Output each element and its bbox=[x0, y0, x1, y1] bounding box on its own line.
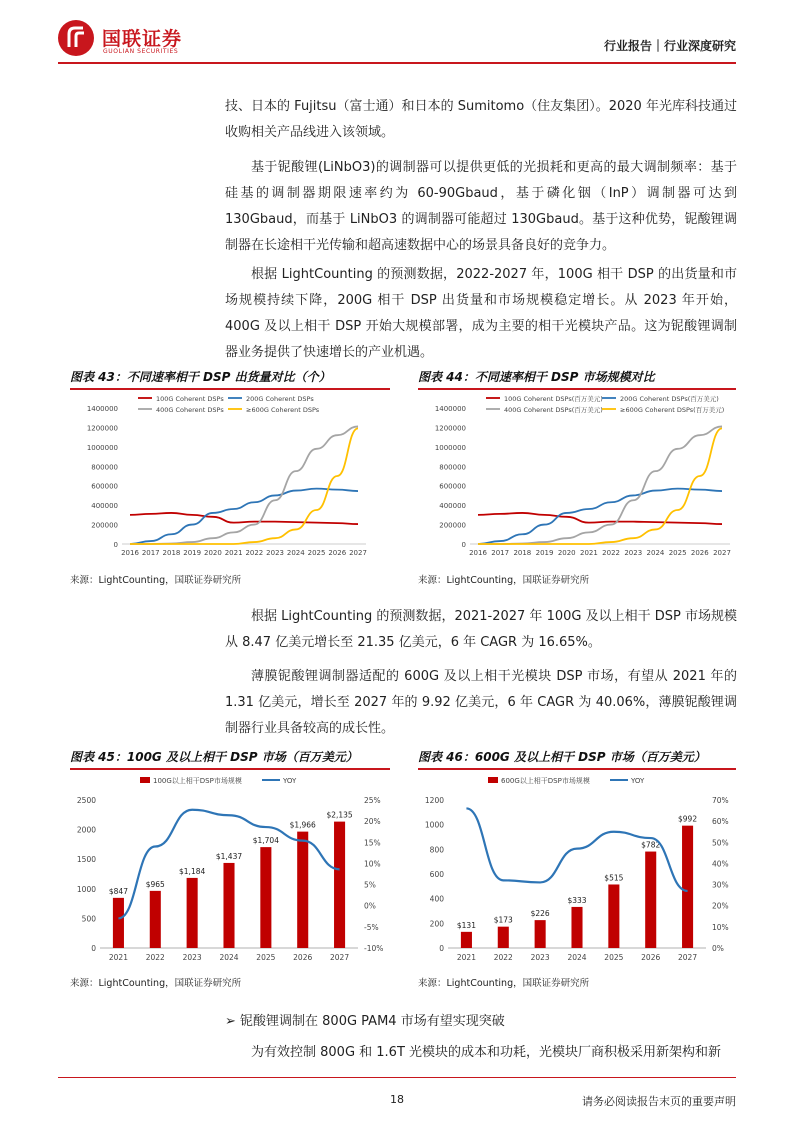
bar-data-label: $965 bbox=[145, 879, 165, 889]
legend-label: 400G Coherent DSPs bbox=[156, 406, 224, 414]
x-tick-label: 2019 bbox=[183, 549, 202, 557]
x-tick-label: 2021 bbox=[456, 953, 476, 962]
y2-tick-label: 0% bbox=[364, 901, 376, 911]
report-type: 行业报告｜行业深度研究 bbox=[603, 39, 736, 53]
y2-tick-label: 70% bbox=[712, 796, 729, 805]
series-line-2 bbox=[478, 426, 722, 544]
bar bbox=[535, 920, 546, 948]
x-tick-label: 2020 bbox=[557, 549, 576, 557]
legend-label: YOY bbox=[631, 777, 645, 785]
x-tick-label: 2018 bbox=[513, 549, 532, 557]
x-tick-label: 2018 bbox=[162, 549, 181, 557]
paragraph-5: 薄膜铌酸锂调制器适配的 600G 及以上相干光模块 DSP 市场，有望从 2021 年的 1.31 亿美元，增长至 2027 年的 9.92 亿美元，6 年 CAGR 为 40.06%，薄膜铌酸锂调制器行业具备较高的成长性。 bbox=[225, 669, 737, 736]
series-line-2 bbox=[130, 426, 358, 544]
y-tick-label: 1200 bbox=[424, 796, 444, 805]
y-tick-label: 1000 bbox=[424, 820, 444, 830]
x-tick-label: 2016 bbox=[121, 549, 139, 557]
x-tick-label: 2022 bbox=[245, 549, 264, 557]
figure-44-source: 来源：LightCounting，国联证券研究所 bbox=[418, 575, 590, 586]
bar bbox=[297, 832, 308, 948]
logo-text-en: GUOLIAN SECURITIES bbox=[103, 48, 179, 55]
bar bbox=[260, 847, 271, 948]
figure-43-source: 来源：LightCounting，国联证券研究所 bbox=[70, 575, 242, 586]
chart-46 bbox=[414, 772, 738, 968]
bar-data-label: $1,437 bbox=[215, 851, 243, 861]
chart-43 bbox=[66, 392, 372, 562]
x-tick-label: 2023 bbox=[182, 953, 202, 962]
figure-43-title: 图表 43：不同速率相干 DSP 出货量对比（个） bbox=[70, 368, 390, 390]
x-tick-label: 2027 bbox=[713, 549, 731, 557]
bar-data-label: $131 bbox=[456, 920, 476, 930]
bar-data-label: $2,135 bbox=[326, 810, 353, 820]
x-tick-label: 2020 bbox=[203, 549, 222, 557]
y-tick-label: 0 bbox=[91, 944, 96, 953]
x-tick-label: 2022 bbox=[602, 549, 621, 557]
bar-data-label: $333 bbox=[567, 895, 587, 905]
legend-label: 600G以上相干DSP市场规模 bbox=[501, 777, 590, 785]
series-line-1 bbox=[478, 489, 722, 544]
y2-tick-label: 10% bbox=[364, 859, 381, 869]
paragraph-4: 根据 LightCounting 的预测数据，2021-2027 年 100G 及以上相干 DSP 市场规模从 8.47 亿美元增长至 21.35 亿美元，6 年 CAGR 为 16.65%。 bbox=[225, 609, 737, 650]
legend-label: 100G以上相干DSP市场规模 bbox=[153, 777, 242, 785]
y2-tick-label: 10% bbox=[712, 922, 729, 932]
x-tick-label: 2026 bbox=[293, 953, 313, 962]
x-tick-label: 2021 bbox=[579, 549, 598, 557]
y-tick-label: 400000 bbox=[91, 502, 118, 511]
x-tick-label: 2022 bbox=[145, 953, 165, 962]
x-tick-label: 2022 bbox=[493, 953, 513, 962]
x-tick-label: 2024 bbox=[567, 953, 587, 962]
y2-tick-label: 25% bbox=[364, 796, 381, 805]
y-tick-label: 0 bbox=[113, 541, 118, 549]
y2-tick-label: -10% bbox=[364, 944, 384, 953]
paragraph-2: 基于铌酸锂(LiNbO3)的调制器可以提供更低的光损耗和更高的最大调制频率：基于硅基的调制器期限速率约为 60-90Gbaud，基于磷化铟（InP）调制器可达到 130Gbaud，而基于 LiNbO3 的调制器可能超过 130Gbaud。基于这种优势，铌酸锂调制器在长途相干光传输和超高速数据中心的场景具备良好的竞争力。 bbox=[225, 160, 737, 253]
series-line-0 bbox=[478, 513, 722, 524]
x-tick-label: 2021 bbox=[224, 549, 243, 557]
bar-data-label: $173 bbox=[493, 915, 513, 925]
legend-label: 200G Coherent DSPs bbox=[246, 395, 314, 403]
footer-divider bbox=[58, 1077, 736, 1078]
bar bbox=[645, 852, 656, 948]
bar-data-label: $1,704 bbox=[252, 836, 279, 846]
y-tick-label: 1200000 bbox=[434, 424, 466, 433]
disclaimer-note: 请务必阅读报告末页的重要声明 bbox=[582, 1095, 736, 1108]
x-tick-label: 2017 bbox=[491, 549, 510, 557]
x-tick-label: 2023 bbox=[624, 549, 643, 557]
paragraph-6: 为有效控制 800G 和 1.6T 光模块的成本和功耗，光模块厂商积极采用新架构和新 bbox=[251, 1045, 722, 1060]
y-tick-label: 400 bbox=[429, 894, 444, 904]
bar bbox=[682, 826, 693, 948]
paragraph-3: 根据 LightCounting 的预测数据，2022-2027 年，100G 相干 DSP 的出货量和市场规模持续下降，200G 相干 DSP 出货量和市场规模稳定增长。从 2023 年开始，400G 及以上相干 DSP 开始大规模部署，成为主要的相干光模块产品。这为铌酸锂调制器业务提供了快速增长的产业机遇。 bbox=[225, 267, 737, 360]
x-tick-label: 2021 bbox=[108, 953, 128, 962]
figure-44-title: 图表 44：不同速率相干 DSP 市场规模对比 bbox=[418, 368, 736, 390]
y-tick-label: 1500 bbox=[76, 855, 96, 865]
x-tick-label: 2025 bbox=[604, 953, 624, 962]
y-tick-label: 200000 bbox=[91, 521, 118, 530]
y-tick-label: 800000 bbox=[91, 463, 118, 472]
y2-tick-label: 15% bbox=[364, 838, 381, 848]
x-tick-label: 2025 bbox=[256, 953, 276, 962]
guolian-logo bbox=[58, 20, 218, 60]
y-tick-label: 1000000 bbox=[86, 443, 118, 452]
bar bbox=[571, 907, 582, 948]
x-tick-label: 2026 bbox=[690, 549, 709, 557]
logo-text-cn: 国联证券 bbox=[102, 28, 183, 50]
y-tick-label: 600000 bbox=[439, 482, 466, 491]
chart-45 bbox=[66, 772, 390, 968]
logo-mark-icon bbox=[58, 20, 94, 56]
figure-45-title: 图表 45：100G 及以上相干 DSP 市场（百万美元） bbox=[70, 748, 390, 770]
y-tick-label: 600 bbox=[429, 870, 444, 879]
series-line-0 bbox=[130, 513, 358, 524]
legend-label: 400G Coherent DSPs(百万美元) bbox=[504, 406, 603, 414]
legend-label: ≥600G Coherent DSPs(百万美元) bbox=[620, 406, 725, 414]
legend-label: 100G Coherent DSPs(百万美元) bbox=[504, 395, 603, 403]
y2-tick-label: 20% bbox=[712, 901, 729, 911]
x-tick-label: 2027 bbox=[678, 953, 698, 962]
bar bbox=[150, 891, 161, 948]
bar bbox=[608, 884, 619, 948]
y-tick-label: 400000 bbox=[439, 502, 466, 511]
bar bbox=[334, 822, 345, 948]
header-divider bbox=[58, 62, 736, 64]
legend-label: 100G Coherent DSPs bbox=[156, 395, 224, 403]
figure-45-source: 来源：LightCounting，国联证券研究所 bbox=[70, 978, 242, 989]
y-tick-label: 1400000 bbox=[86, 405, 118, 413]
x-tick-label: 2017 bbox=[141, 549, 160, 557]
y-tick-label: 1200000 bbox=[86, 424, 118, 433]
y-tick-label: 200 bbox=[429, 919, 444, 929]
bar-data-label: $226 bbox=[530, 909, 550, 919]
bar bbox=[461, 932, 472, 948]
x-tick-label: 2024 bbox=[646, 549, 665, 557]
bar bbox=[498, 927, 509, 948]
y-tick-label: 1000000 bbox=[434, 443, 466, 452]
x-tick-label: 2027 bbox=[349, 549, 367, 557]
bar bbox=[187, 878, 198, 948]
y2-tick-label: 30% bbox=[712, 880, 729, 890]
y-tick-label: 0 bbox=[461, 541, 466, 549]
paragraph-1: 技、日本的 Fujitsu（富士通）和日本的 Sumitomo（住友集团）。2020 年光库科技通过收购相关产品线进入该领域。 bbox=[225, 99, 737, 140]
legend-swatch bbox=[140, 777, 150, 783]
y-tick-label: 600000 bbox=[91, 482, 118, 491]
legend-label: 200G Coherent DSPs(百万美元) bbox=[620, 395, 719, 403]
page-header bbox=[0, 0, 794, 70]
legend-label: ≥600G Coherent DSPs bbox=[246, 406, 320, 414]
bar-data-label: $847 bbox=[108, 886, 128, 896]
y2-tick-label: 40% bbox=[712, 859, 729, 869]
y-tick-label: 0 bbox=[439, 944, 444, 953]
x-tick-label: 2023 bbox=[266, 549, 285, 557]
y2-tick-label: 20% bbox=[364, 817, 381, 827]
x-tick-label: 2019 bbox=[535, 549, 554, 557]
x-tick-label: 2024 bbox=[219, 953, 239, 962]
figure-46-source: 来源：LightCounting，国联证券研究所 bbox=[418, 978, 590, 989]
bar-data-label: $1,966 bbox=[289, 820, 316, 830]
y-tick-label: 200000 bbox=[439, 521, 466, 530]
series-line-1 bbox=[130, 489, 358, 544]
y2-tick-label: 50% bbox=[712, 838, 729, 848]
y2-tick-label: 5% bbox=[364, 880, 376, 890]
y-tick-label: 2000 bbox=[76, 825, 96, 835]
legend-label: YOY bbox=[283, 777, 297, 785]
bar-data-label: $1,184 bbox=[179, 866, 206, 876]
y2-tick-label: -5% bbox=[364, 922, 379, 932]
y-tick-label: 2500 bbox=[76, 796, 96, 805]
x-tick-label: 2026 bbox=[641, 953, 661, 962]
bar-data-label: $992 bbox=[678, 814, 698, 824]
chart-44 bbox=[414, 392, 736, 562]
page-number: 18 bbox=[390, 1093, 404, 1106]
y2-tick-label: 0% bbox=[712, 944, 724, 953]
bar bbox=[223, 863, 234, 948]
y-tick-label: 1400000 bbox=[434, 405, 466, 413]
bar-data-label: $782 bbox=[641, 840, 661, 850]
x-tick-label: 2025 bbox=[307, 549, 326, 557]
legend-swatch bbox=[488, 777, 498, 783]
y2-tick-label: 60% bbox=[712, 817, 729, 827]
x-tick-label: 2027 bbox=[330, 953, 350, 962]
y-tick-label: 1000 bbox=[76, 884, 96, 894]
x-tick-label: 2023 bbox=[530, 953, 550, 962]
x-tick-label: 2024 bbox=[286, 549, 305, 557]
section-bullet: ➢ 铌酸锂调制在 800G PAM4 市场有望实现突破 bbox=[225, 1014, 505, 1029]
x-tick-label: 2026 bbox=[328, 549, 347, 557]
y-tick-label: 800000 bbox=[439, 463, 466, 472]
bar-data-label: $515 bbox=[604, 873, 624, 883]
x-tick-label: 2025 bbox=[668, 549, 687, 557]
x-tick-label: 2016 bbox=[469, 549, 487, 557]
y-tick-label: 500 bbox=[81, 914, 96, 924]
bar bbox=[113, 898, 124, 948]
figure-46-title: 图表 46：600G 及以上相干 DSP 市场（百万美元） bbox=[418, 748, 736, 770]
y-tick-label: 800 bbox=[429, 845, 444, 855]
